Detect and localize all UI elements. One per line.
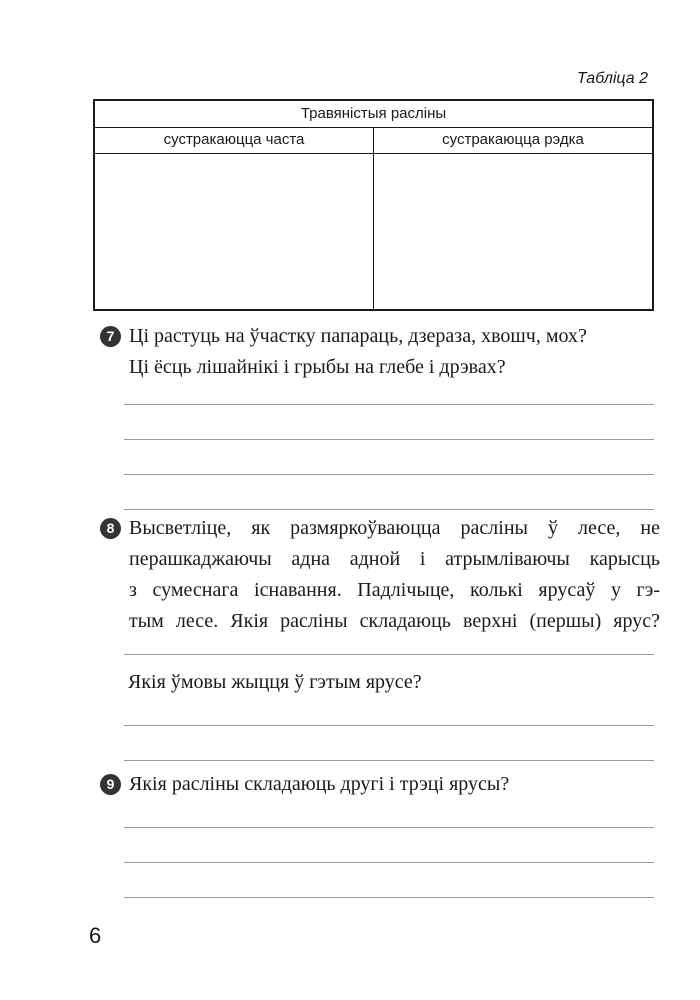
answer-line <box>124 509 654 510</box>
table-caption: Табліца 2 <box>576 70 648 87</box>
column-header-frequent: сустракаюцца часта <box>95 127 373 154</box>
question-line: Ці ёсць лішайнікі і грыбы на глебе і дрэвах? <box>129 356 506 378</box>
question-text <box>129 513 660 637</box>
question-line: Ці растуць на ўчастку папараць, дзераза, хвошч, мох? <box>129 325 587 347</box>
question-text <box>129 769 660 800</box>
answer-line <box>124 862 654 863</box>
question-line: Якія расліны складаюць другі і трэці ярусы? <box>129 773 510 795</box>
subquestion-text: Якія ўмовы жыцця ў гэтым ярусе? <box>128 671 422 693</box>
question-line: Высветліце, як размяркоўваюцца расліны ў лесе, не <box>129 517 660 539</box>
table-column-frequent <box>95 127 374 309</box>
question-line: з сумеснага існавання. Падлічыце, колькі ярусаў у гэ- <box>129 579 660 601</box>
answer-line <box>124 897 654 898</box>
plants-table <box>93 99 654 311</box>
column-header-rare: сустракаюцца рэдка <box>374 127 652 154</box>
answer-line <box>124 439 654 440</box>
answer-line <box>124 404 654 405</box>
question-8 <box>100 513 660 637</box>
answer-line <box>124 725 654 726</box>
answer-line <box>124 654 654 655</box>
question-7 <box>100 321 660 383</box>
answer-line <box>124 827 654 828</box>
table-column-rare <box>374 127 652 309</box>
question-line: перашкаджаючы адна адной і атрымліваючы карысць <box>129 548 660 570</box>
table-header: Травяністыя расліны <box>95 101 652 128</box>
question-text <box>129 321 660 383</box>
question-number-badge: 9 <box>100 774 121 795</box>
answer-line <box>124 760 654 761</box>
answer-line <box>124 474 654 475</box>
question-line: тым лесе. Якія расліны складаюць верхні (першы) ярус? <box>129 610 660 632</box>
question-number-badge: 7 <box>100 326 121 347</box>
page-number: 6 <box>89 923 102 948</box>
question-number-badge: 8 <box>100 518 121 539</box>
question-9 <box>100 769 660 800</box>
